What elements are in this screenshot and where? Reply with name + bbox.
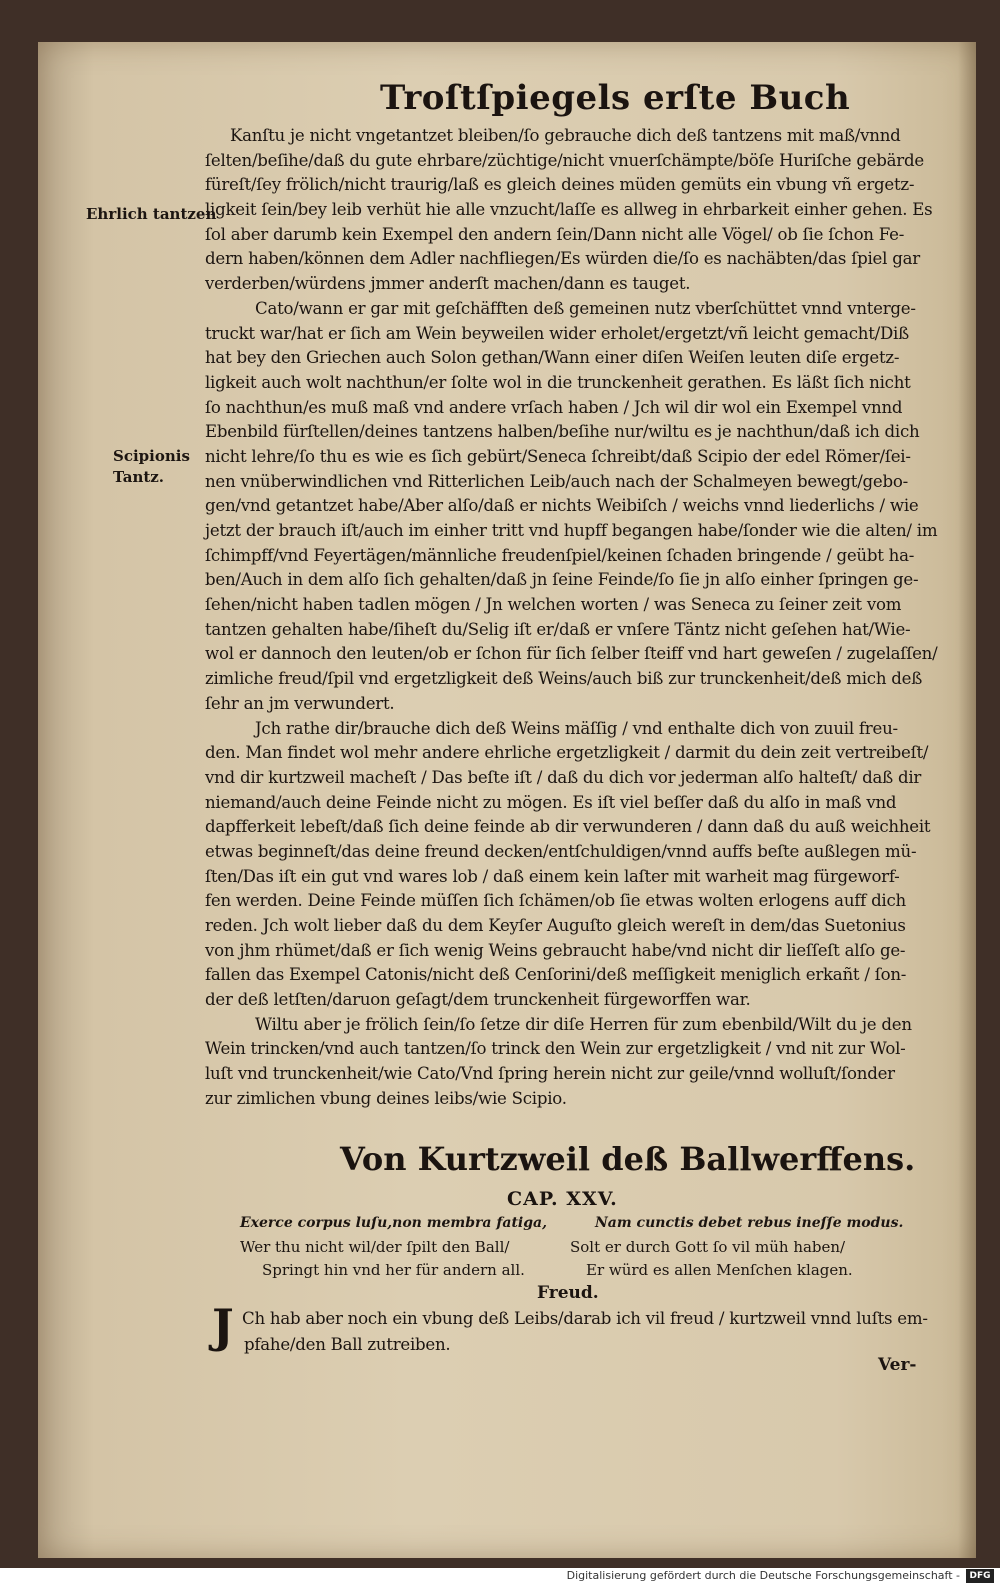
text-line: Kanſtu je nicht vngetantzet bleiben/ſo gebrauche dich deß tantzens mit maß/vnnd [230, 126, 901, 145]
speaker-label: Freud. [537, 1283, 599, 1303]
text-line: ligkeit auch wolt nachthun/er ſolte wol in die trunckenheit gerathen. Es läßt ſich nicht [205, 372, 911, 392]
running-head: Troſtſpiegels erſte Buch [380, 78, 851, 118]
text-line: luſt vnd trunckenheit/wie Cato/Vnd ſpring herein nicht zur geile/vnnd wolluſt/ſonder [205, 1064, 895, 1084]
catchword: Ver- [878, 1355, 917, 1375]
margin-note-tantz: Tantz. [113, 468, 165, 486]
verse-latin-right: Nam cunctis debet rebus ineſſe modus. [595, 1215, 904, 1231]
text-line: verderben/würdens jmmer anderſt machen/dann es tauget. [205, 274, 691, 294]
text-line: ſol aber darumb kein Exempel den andern ſein/Dann nicht alle Vögel/ ob ſie ſchon Fe- [205, 224, 905, 244]
margin-note-ehrlich-tantzen: Ehrlich tantzen [86, 205, 217, 223]
dfg-logo-icon: DFG [966, 1569, 994, 1583]
verse-right-1: Solt er durch Gott ſo vil müh haben/ [570, 1238, 846, 1256]
chapter-title: Von Kurtzweil deß Ballwerffens. [340, 1140, 916, 1178]
verse-left-1: Wer thu nicht wil/der ſpilt den Ball/ [240, 1238, 510, 1256]
text-line: ſehen/nicht haben tadlen mögen / Jn welchen worten / was Seneca zu ſeiner zeit vom [205, 595, 902, 615]
text-line: ſten/Das iſt ein gut vnd wares lob / daß einem kein laſter mit warheit mag fürgeworf- [205, 866, 900, 886]
text-line: ſehr an jm verwundert. [205, 693, 395, 713]
text-line: zur zimlichen vbung deines leibs/wie Scipio. [205, 1088, 567, 1108]
text-line: ſelten/beſihe/daß du gute ehrbare/züchtige/nicht vnuerſchämpte/böſe Huriſche gebärde [205, 150, 924, 170]
margin-note-scipionis: Scipionis [113, 447, 190, 465]
text-line: wol er dannoch den leuten/ob er ſchon für ſich ſelber ſteiff vnd hart geweſen / zugelaſſen/ [205, 644, 938, 664]
text-line: nicht lehre/ſo thu es wie es ſich gebürt/Seneca ſchreibt/daß Scipio der edel Römer/ſei- [205, 446, 911, 466]
text-line: Jch rathe dir/brauche dich deß Weins mäſſig / vnd enthalte dich von zuuil freu- [255, 718, 898, 738]
main-body-text [205, 124, 938, 1112]
footer-credit: Digitalisierung gefördert durch die Deutsche Forschungsgemeinschaft - [566, 1569, 960, 1582]
text-line: jetzt der brauch iſt/auch im einher tritt vnd hupff begangen habe/ſonder wie die alten/ im [205, 521, 938, 540]
text-line: gen/vnd getantzet habe/Aber alſo/daß er nichts Weibiſch / weichs vnnd liederlichs / wie [205, 496, 919, 516]
text-line: Ch hab aber noch ein vbung deß Leibs/darab ich vil freud / kurtzweil vnnd luſts em- [242, 1309, 928, 1328]
verse-latin-left: Exerce corpus luſu,non membra fatiga, [240, 1215, 547, 1231]
text-line: Ebenbild fürſtellen/deines tantzens halben/beſihe nur/wiltu es je nachthun/daß ich dich [205, 422, 920, 442]
text-line: Wein trincken/vnd auch tantzen/ſo trinck den Wein zur ergetzligkeit / vnd nit zur Wol- [205, 1039, 906, 1059]
text-line: vnd dir kurtzweil macheſt / Das beſte iſt / daß du dich vor jederman alſo halteſt/ daß dir [205, 767, 922, 787]
chapter-number: CAP. XXV. [507, 1188, 618, 1210]
text-line: füreſt/ſey frölich/nicht traurig/laß es gleich deines müden gemüts ein vbung vñ ergetz- [205, 175, 915, 195]
text-line: niemand/auch deine Feinde nicht zu mögen. Es iſt viel beſſer daß du alſo in maß vnd [205, 792, 897, 812]
text-line: von jhm rhümet/daß er ſich wenig Weins gebraucht habe/vnd nicht dir lieſſeſt alſo ge- [205, 940, 906, 960]
text-line: ligkeit ſein/bey leib verhüt hie alle vnzucht/laſſe es allweg in ehrbarkeit einher gehen. Es [205, 200, 933, 220]
text-line: dapfferkeit lebeſt/daß ſich deine feinde ab dir verwunderen / dann daß du auß weichheit [205, 817, 931, 837]
final-paragraph [212, 1306, 932, 1358]
text-line: tantzen gehalten habe/ſiheſt du/Selig iſt er/daß er vnſere Täntz nicht geſehen hat/Wie- [205, 619, 911, 639]
text-line: pfahe/den Ball zutreiben. [244, 1335, 451, 1354]
text-line: ben/Auch in dem alſo ſich gehalten/daß jn ſeine Feinde/ſo ſie jn alſo einher ſpringen ge- [205, 570, 919, 590]
text-line: reden. Jch wolt lieber daß du dem Keyſer Auguſto gleich wereſt in dem/das Suetonius [205, 916, 906, 935]
text-line: Cato/wann er gar mit geſchäfften deß gemeinen nutz vberſchüttet vnnd vnterge- [255, 298, 916, 318]
drop-capital: J [212, 1299, 234, 1353]
text-line: ſchimpff/vnd Feyertägen/männliche freudenſpiel/keinen ſchaden bringende / geübt ha- [205, 545, 915, 565]
text-line: fen werden. Deine Feinde müſſen ſich ſchämen/ob ſie etwas wolten erlogens auff dich [205, 891, 906, 911]
text-line: den. Man findet wol mehr andere ehrliche ergetzligkeit / darmit du dein zeit vertreibeſt/ [205, 743, 929, 763]
verse-left-2: Springt hin vnd her für andern all. [262, 1261, 525, 1279]
text-line: zimliche freud/ſpil vnd ergetzligkeit deß Weins/auch biß zur trunckenheit/deß mich deß [205, 669, 923, 689]
text-line: etwas beginneſt/das deine freund decken/entſchuldigen/vnnd auffs beſte außlegen mü- [205, 841, 917, 861]
text-line: dern haben/können dem Adler nachfliegen/Es würden die/ſo es nachäbten/das ſpiel gar [205, 249, 920, 269]
text-line: truckt war/hat er ſich am Wein beyweilen wider erholet/ergetzt/vñ leicht gemacht/Diß [205, 323, 909, 343]
text-line: fallen das Exempel Catonis/nicht deß Cenſorini/deß meſſigkeit meniglich erkañt / ſon- [205, 965, 907, 985]
text-line: der deß letſten/daruon geſagt/dem trunckenheit fürgeworffen war. [205, 990, 751, 1010]
text-line: hat bey den Griechen auch Solon gethan/Wann einer diſen Weiſen leuten diſe ergetz- [205, 348, 900, 368]
text-line: Wiltu aber je frölich ſein/ſo ſetze dir diſe Herren für zum ebenbild/Wilt du je den [255, 1014, 912, 1034]
verse-right-2: Er würd es allen Menſchen klagen. [586, 1261, 853, 1279]
text-line: ſo nachthun/es muß maß vnd andere vrſach haben / Jch wil dir wol ein Exempel vnnd [205, 397, 903, 417]
text-line: nen vnüberwindlichen vnd Ritterlichen Leib/auch nach der Schalmeyen bewegt/gebo- [205, 471, 908, 491]
